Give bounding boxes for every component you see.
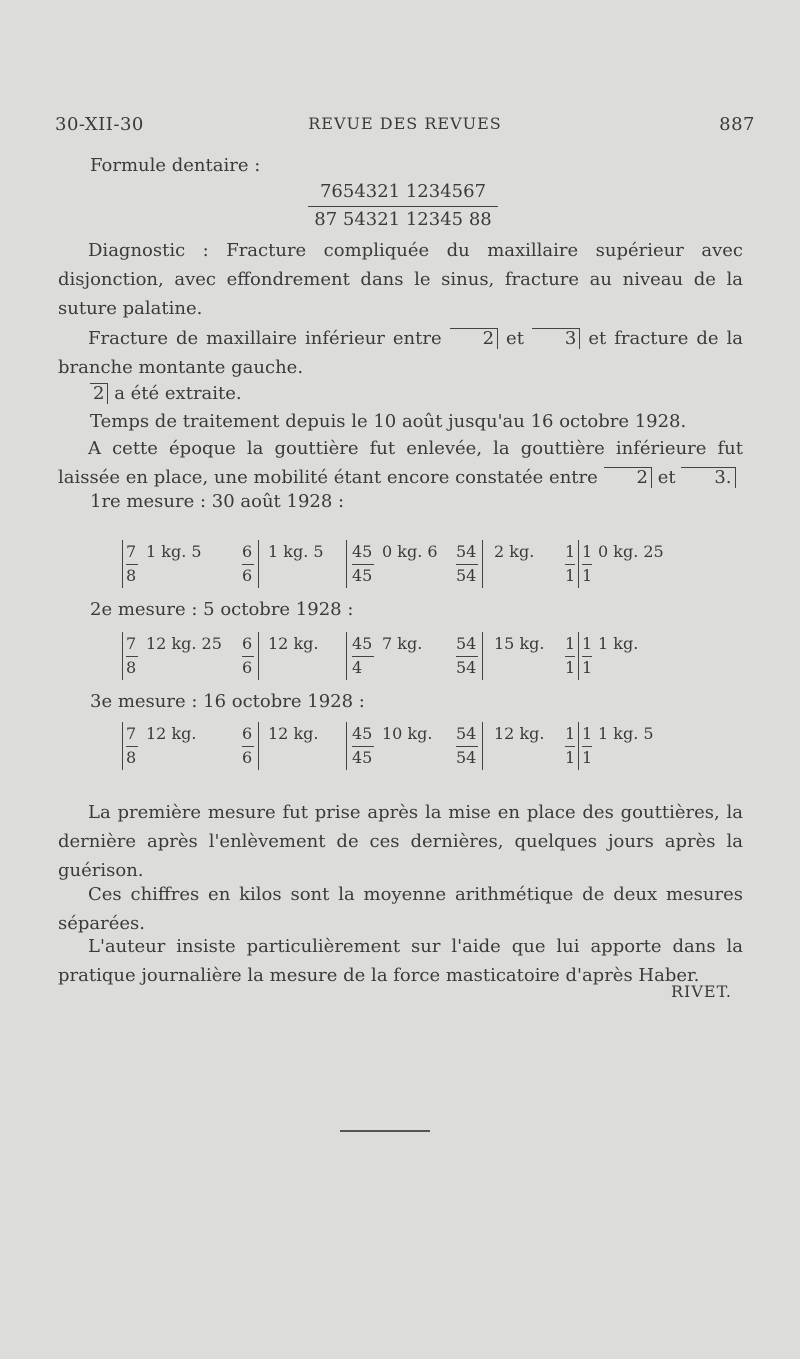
extraite-text: a été extraite. bbox=[114, 383, 242, 404]
table-vertical-rule bbox=[258, 632, 259, 680]
running-header bbox=[55, 114, 755, 140]
table-horizontal-rule bbox=[565, 564, 575, 565]
fracture-text-b: et fracture de la branche montante gauche. bbox=[58, 328, 743, 378]
tooth-number: 8 bbox=[126, 566, 137, 585]
tooth-number: 6 bbox=[242, 566, 253, 585]
tooth-number: 1 bbox=[565, 634, 576, 653]
premiere-paragraph: La première mesure fut prise après la mise en place des gouttières, la dernière après l'enlèvement de ces dernières, quelques jours après la guérison. bbox=[58, 802, 743, 881]
tooth-number: 54 bbox=[456, 566, 477, 585]
table-horizontal-rule bbox=[242, 564, 254, 565]
table-vertical-rule bbox=[258, 722, 259, 770]
mesure1-heading: 1re mesure : 30 août 1928 : bbox=[90, 491, 345, 512]
tooth-ref: 3. bbox=[681, 467, 735, 488]
force-value: 1 kg. bbox=[598, 634, 639, 653]
tooth-number: 7 bbox=[126, 634, 137, 653]
table-vertical-rule bbox=[482, 540, 483, 588]
tooth-number: 54 bbox=[456, 542, 477, 561]
tooth-number: 54 bbox=[456, 634, 477, 653]
table-horizontal-rule bbox=[352, 656, 374, 657]
table-horizontal-rule bbox=[126, 564, 138, 565]
tooth-ref: 2 bbox=[604, 467, 652, 488]
force-value: 7 kg. bbox=[382, 634, 423, 653]
tooth-number: 6 bbox=[242, 542, 253, 561]
table-horizontal-rule bbox=[565, 656, 575, 657]
tooth-number: 54 bbox=[456, 724, 477, 743]
epoque-paragraph bbox=[58, 434, 743, 492]
chiffres-paragraph: Ces chiffres en kilos sont la moyenne arithmétique de deux mesures séparées. bbox=[58, 884, 743, 934]
table-vertical-rule bbox=[258, 540, 259, 588]
table-vertical-rule bbox=[122, 722, 123, 770]
tooth-number: 1 bbox=[582, 658, 593, 677]
tooth-number: 45 bbox=[352, 748, 373, 767]
tooth-number: 45 bbox=[352, 566, 373, 585]
table-vertical-rule bbox=[578, 540, 579, 588]
signature: RIVET. bbox=[670, 982, 732, 1001]
page-number: 887 bbox=[719, 114, 755, 135]
table-horizontal-rule bbox=[126, 746, 138, 747]
tooth-number: 6 bbox=[242, 658, 253, 677]
tooth-number: 1 bbox=[582, 634, 593, 653]
table-horizontal-rule bbox=[565, 746, 575, 747]
tooth-ref: 2 bbox=[90, 383, 108, 404]
tooth-number: 54 bbox=[456, 658, 477, 677]
tooth-ref: 2 bbox=[450, 328, 498, 349]
table-vertical-rule bbox=[578, 632, 579, 680]
tooth-number: 1 bbox=[582, 748, 593, 767]
force-value: 12 kg. bbox=[494, 724, 545, 743]
tooth-number: 6 bbox=[242, 724, 253, 743]
diagnostic-paragraph: Diagnostic : Fracture compliquée du maxillaire supérieur avec disjonction, avec effondrement dans le sinus, fracture au niveau de la suture palatine. bbox=[58, 240, 743, 319]
table-vertical-rule bbox=[482, 632, 483, 680]
force-value: 15 kg. bbox=[494, 634, 545, 653]
force-value: 1 kg. 5 bbox=[268, 542, 324, 561]
end-rule bbox=[340, 1130, 430, 1132]
epoque-text: A cette époque la gouttière fut enlevée, la gouttière inférieure fut laissée en place, une mobilité étant encore constatée entre bbox=[58, 438, 743, 488]
tooth-number: 54 bbox=[456, 748, 477, 767]
dental-formula bbox=[308, 180, 498, 233]
tooth-number: 4 bbox=[352, 658, 363, 677]
tooth-number: 1 bbox=[565, 658, 576, 677]
table-vertical-rule bbox=[346, 722, 347, 770]
table-horizontal-rule bbox=[352, 746, 374, 747]
tooth-number: 45 bbox=[352, 724, 373, 743]
force-value: 1 kg. 5 bbox=[146, 542, 202, 561]
tooth-number: 8 bbox=[126, 748, 137, 767]
header-title: REVUE DES REVUES bbox=[308, 114, 502, 133]
tooth-number: 6 bbox=[242, 748, 253, 767]
tooth-number: 1 bbox=[565, 542, 576, 561]
table-horizontal-rule bbox=[242, 656, 254, 657]
table-horizontal-rule bbox=[126, 656, 138, 657]
force-value: 12 kg. bbox=[268, 634, 319, 653]
temps-line: Temps de traitement depuis le 10 août jusqu'au 16 octobre 1928. bbox=[90, 411, 687, 432]
force-value: 2 kg. bbox=[494, 542, 535, 561]
table-horizontal-rule bbox=[456, 746, 478, 747]
tooth-number: 1 bbox=[565, 724, 576, 743]
extraite-line bbox=[90, 382, 242, 406]
mesure3-heading: 3e mesure : 16 octobre 1928 : bbox=[90, 691, 365, 712]
force-value: 1 kg. 5 bbox=[598, 724, 654, 743]
force-value: 10 kg. bbox=[382, 724, 433, 743]
tooth-number: 45 bbox=[352, 634, 373, 653]
tooth-number: 1 bbox=[582, 542, 593, 561]
table-horizontal-rule bbox=[456, 564, 478, 565]
header-date: 30-XII-30 bbox=[55, 114, 144, 135]
tooth-number: 45 bbox=[352, 542, 373, 561]
force-value: 12 kg. bbox=[146, 724, 197, 743]
epoque-et: et bbox=[657, 467, 676, 488]
tooth-number: 1 bbox=[582, 566, 593, 585]
table-vertical-rule bbox=[122, 540, 123, 588]
tooth-number: 1 bbox=[565, 566, 576, 585]
tooth-number: 6 bbox=[242, 634, 253, 653]
tooth-number: 8 bbox=[126, 658, 137, 677]
table-horizontal-rule bbox=[582, 746, 592, 747]
mesure2-heading: 2e mesure : 5 octobre 1928 : bbox=[90, 599, 354, 620]
table-horizontal-rule bbox=[242, 746, 254, 747]
formula-label: Formule dentaire : bbox=[90, 155, 261, 176]
formula-upper: 7654321 1234567 bbox=[308, 180, 498, 207]
tooth-number: 1 bbox=[565, 748, 576, 767]
tooth-ref: 3 bbox=[532, 328, 580, 349]
tooth-number: 7 bbox=[126, 542, 137, 561]
tooth-number: 1 bbox=[582, 724, 593, 743]
table-vertical-rule bbox=[482, 722, 483, 770]
table-horizontal-rule bbox=[582, 564, 592, 565]
force-value: 12 kg. bbox=[268, 724, 319, 743]
force-value: 12 kg. 25 bbox=[146, 634, 222, 653]
table-vertical-rule bbox=[346, 540, 347, 588]
table-horizontal-rule bbox=[352, 564, 374, 565]
auteur-paragraph: L'auteur insiste particulièrement sur l'aide que lui apporte dans la pratique journalière la mesure de la force masticatoire d'après Haber. bbox=[58, 936, 743, 986]
table-horizontal-rule bbox=[582, 656, 592, 657]
tooth-number: 7 bbox=[126, 724, 137, 743]
force-value: 0 kg. 6 bbox=[382, 542, 438, 561]
table-horizontal-rule bbox=[456, 656, 478, 657]
force-value: 0 kg. 25 bbox=[598, 542, 664, 561]
table-vertical-rule bbox=[122, 632, 123, 680]
table-vertical-rule bbox=[578, 722, 579, 770]
fracture-text-a: Fracture de maxillaire inférieur entre bbox=[88, 328, 442, 349]
fracture-et: et bbox=[506, 328, 524, 349]
formula-lower: 87 54321 12345 88 bbox=[314, 209, 492, 230]
table-vertical-rule bbox=[346, 632, 347, 680]
fracture-paragraph bbox=[58, 324, 743, 382]
